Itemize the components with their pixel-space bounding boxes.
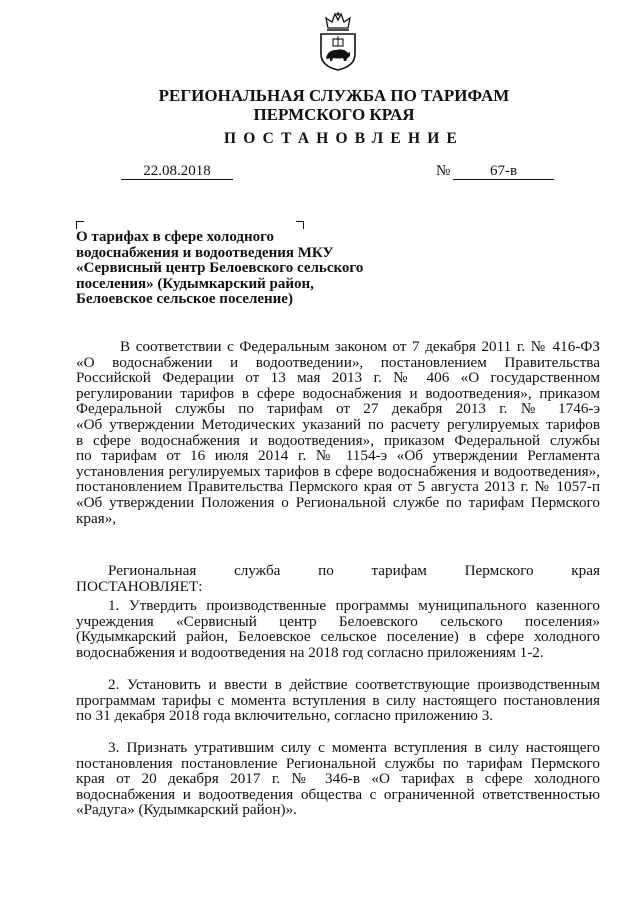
- text-line: водоснабжения и водоотведения на 2018 год согласно приложениям 1-2.: [76, 644, 544, 661]
- subject-line: поселения» (Кудымкарский район,: [76, 275, 314, 292]
- text-line: водоснабжения и водоотведения общества с ограниченной ответственностью: [76, 786, 600, 803]
- text-line: установления регулируемых тарифов в сфере водоснабжения и водоотведения»,: [76, 463, 600, 480]
- text-line: Российской Федерации от 13 мая 2013 г. № 406 «О государственном: [76, 370, 600, 386]
- text-line: края от 20 декабря 2017 г. № 346-в «О тарифах в сфере холодного: [76, 771, 600, 787]
- document-type: ПОСТАНОВЛЕНИЕ: [223, 130, 465, 147]
- text-line: Федеральной службы по тарифам от 27 декабря 2013 г. № 1746-э: [76, 401, 600, 417]
- number-sign: №: [436, 163, 451, 179]
- subject-line: «Сервисный центр Белоевского сельского: [76, 260, 364, 276]
- agency-region: ПЕРМСКОГО КРАЯ: [253, 105, 415, 124]
- text-line: постановлением Правительства Пермского края от 5 августа 2013 г. № 1057-п: [76, 479, 600, 495]
- subject-line: водоснабжения и водоотведения МКУ: [76, 244, 334, 261]
- subject-bracket-left: [76, 221, 84, 229]
- subject-line: Белоевское сельское поселение): [76, 291, 293, 307]
- text-line: учреждения «Сервисный центр Белоевского сельского поселения»: [76, 613, 600, 630]
- text-line: «Об утверждении Положения о Региональной службе по тарифам Пермского: [76, 494, 600, 511]
- text-line: В соответствии с Федеральным законом от 7 декабря 2011 г. № 416-ФЗ: [120, 339, 600, 355]
- text-line: программам тарифы с момента вступления в силу настоящего постановления: [76, 692, 600, 709]
- perm-krai-coat-of-arms-icon: [316, 10, 360, 72]
- text-line: в сфере водоснабжения и водоотведения», приказом Федеральной службы: [76, 432, 600, 449]
- clause-2: [76, 677, 600, 724]
- preamble-paragraph: [76, 339, 600, 526]
- document-number: 67-в: [453, 163, 554, 180]
- text-line: Региональная служба по тарифам Пермского края: [108, 563, 600, 579]
- agency-title: РЕГИОНАЛЬНАЯ СЛУЖБА ПО ТАРИФАМ: [158, 86, 510, 105]
- document-date: 22.08.2018: [121, 163, 233, 180]
- text-line: регулировании тарифов в сфере водоснабжения и водоотведения», приказом: [76, 385, 600, 402]
- text-line: по тарифам от 16 июля 2014 г. № 1154-э «Об утверждении Регламента: [76, 448, 600, 464]
- text-line: по 31 декабря 2018 года включительно, согласно приложению 3.: [76, 708, 494, 724]
- clause-3: [76, 740, 600, 818]
- text-line: 3. Признать утратившим силу с момента вступления в силу настоящего: [108, 740, 600, 756]
- subject-bracket-right: [296, 221, 304, 229]
- subject-line: О тарифах в сфере холодного: [76, 229, 275, 245]
- resolves-heading: ПОСТАНОВЛЯЕТ:: [76, 578, 203, 595]
- text-line: «Об утверждении Методических указаний по расчету регулируемых тарифов: [76, 416, 600, 433]
- text-line: 2. Установить и ввести в действие соответствующие производственным: [108, 677, 600, 693]
- resolution-paragraph: [76, 563, 600, 594]
- clause-1: [76, 598, 600, 660]
- text-line: 1. Утвердить производственные программы муниципального казенного: [108, 598, 600, 614]
- text-line: «О водоснабжении и водоотведении», постановлением Правительства: [76, 354, 600, 371]
- text-line: (Кудымкарский район, Белоевское сельское поселение) в сфере холодного: [76, 629, 600, 645]
- document-subject: [76, 230, 386, 308]
- text-line: «Радуга» (Кудымкарский район)».: [76, 802, 297, 818]
- text-line: края»,: [76, 510, 117, 527]
- text-line: постановления постановление Региональной службы по тарифам Пермского: [76, 755, 600, 772]
